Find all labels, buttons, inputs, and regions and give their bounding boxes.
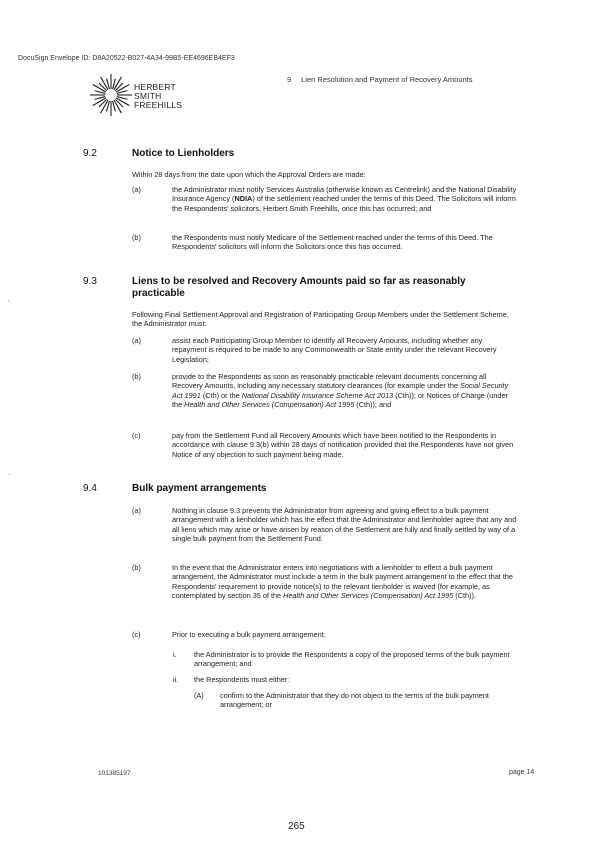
subclause-label: ii. — [173, 675, 179, 684]
scan-mark — [8, 300, 9, 301]
page-number: 265 — [288, 821, 305, 832]
clause-text: the Administrator must notify Services Australia (otherwise known as Centrelink) and the National Disability Insurance Agency (NDIA) of the settlement reached under the terms of this Deed. The Solicitors will inform the Respondents' solicitors, Herbert Smith Freehills, once this has occurred; and — [172, 185, 517, 213]
section-heading: Liens to be resolved and Recovery Amounts paid so far as reasonably practicable — [132, 276, 466, 299]
clause-label: (c) — [132, 630, 141, 639]
page-label: page 14 — [509, 769, 535, 776]
clause-label: (b) — [132, 233, 141, 242]
clause-label: (a) — [132, 185, 141, 194]
section-number: 9.4 — [83, 483, 97, 494]
scan-mark — [9, 474, 10, 475]
clause-text: In the event that the Administrator enters into negotiations with a lienholder to effect a bulk payment arrangement, the Administrator must include a term in the bulk payment arrangement to the effect that the Respondents' requirement to provide notice(s) to the relevant lienholder is waived (for example, as contemplated by section 35 of the Health and Other Services (Compensation) Act 1995 (Cth)). — [172, 563, 513, 601]
clause-text: Nothing in clause 9.3 prevents the Administrator from agreeing and giving effect to a bulk payment arrangement with a lienholder which has the effect that the Administrator and lienholder agree that any and all liens which may arise or have arisen by reason of the Settlement are fully and finally settled by way of a single bulk payment from the Settlement Fund. — [172, 506, 517, 544]
subclause-text: the Administrator is to provide the Respondents a copy of the proposed terms of the bulk payment arrangement; and — [194, 650, 510, 669]
logo-ray — [115, 99, 123, 107]
logo-ray — [99, 99, 107, 107]
section-number: 9.3 — [83, 276, 97, 287]
paragraph-label: (A) — [194, 691, 204, 700]
running-header-number: 9 — [287, 75, 292, 84]
subclause-label: i. — [173, 650, 177, 659]
logo-line-1: HERBERT — [134, 82, 176, 92]
clause-label: (c) — [132, 431, 141, 440]
section-intro: Within 28 days from the date upon which the Approval Orders are made: — [132, 170, 366, 179]
section-intro: Following Final Settlement Approval and Registration of Participating Group Members under the Settlement Scheme, the Administrator must: — [132, 310, 509, 329]
paragraph-text: confirm to the Administrator that they do not object to the terms of the bulk payment arrangement; or — [220, 691, 489, 710]
clause-label: (b) — [132, 372, 141, 381]
herbert-smith-freehills-logo-icon — [88, 72, 134, 118]
section-heading: Notice to Lienholders — [132, 148, 235, 159]
section-heading: Bulk payment arrangements — [132, 483, 267, 494]
clause-label: (b) — [132, 563, 141, 572]
logo-line-2: SMITH — [134, 91, 162, 101]
clause-text: the Respondents must notify Medicare of the Settlement reached under the terms of this Deed. The Respondents' solicitors will inform the Solicitors once this has occurred. — [172, 233, 493, 252]
clause-label: (a) — [132, 506, 141, 515]
clause-text: provide to the Respondents as soon as reasonably practicable relevant documents concerning all Recovery Amounts, including any necessary statutory clearances (for example under the Social Security Act 1991 (Cth) or the National Disability Insurance Scheme Act 2013 (Cth)); or Notices of Charge (under the Health and Other Services (Compensation) Act 1995 (Cth)); and — [172, 372, 509, 410]
subclause-text: the Respondents must either: — [194, 675, 290, 684]
logo-ray — [115, 83, 123, 91]
clause-text: Prior to executing a bulk payment arrangement: — [172, 630, 326, 639]
clause-text: pay from the Settlement Fund all Recovery Amounts which have been notified to the Respondents in accordance with clause 9.3(b) within 28 days of notification provided that the Respondents have not given Notice of any objection to such payment being made. — [172, 431, 514, 459]
document-id: 101385197 — [98, 770, 131, 777]
clause-label: (a) — [132, 336, 141, 345]
running-header — [287, 75, 473, 84]
running-header-title: Lien Resolution and Payment of Recovery Amounts — [301, 75, 473, 84]
docusign-envelope-id: DocuSign Envelope ID: D8A20522-B027-4A34-99B5-EE4696EB4EF3 — [18, 55, 235, 62]
logo-ray — [99, 83, 107, 91]
logo-line-3: FREEHILLS — [134, 100, 183, 110]
logo-wordmark — [134, 83, 182, 110]
section-number: 9.2 — [83, 148, 97, 159]
clause-text: assist each Participating Group Member to identify all Recovery Amounts, including whether any repayment is required to be made to any Commonwealth or State entity under the relevant Recovery Legislation; — [172, 336, 497, 364]
